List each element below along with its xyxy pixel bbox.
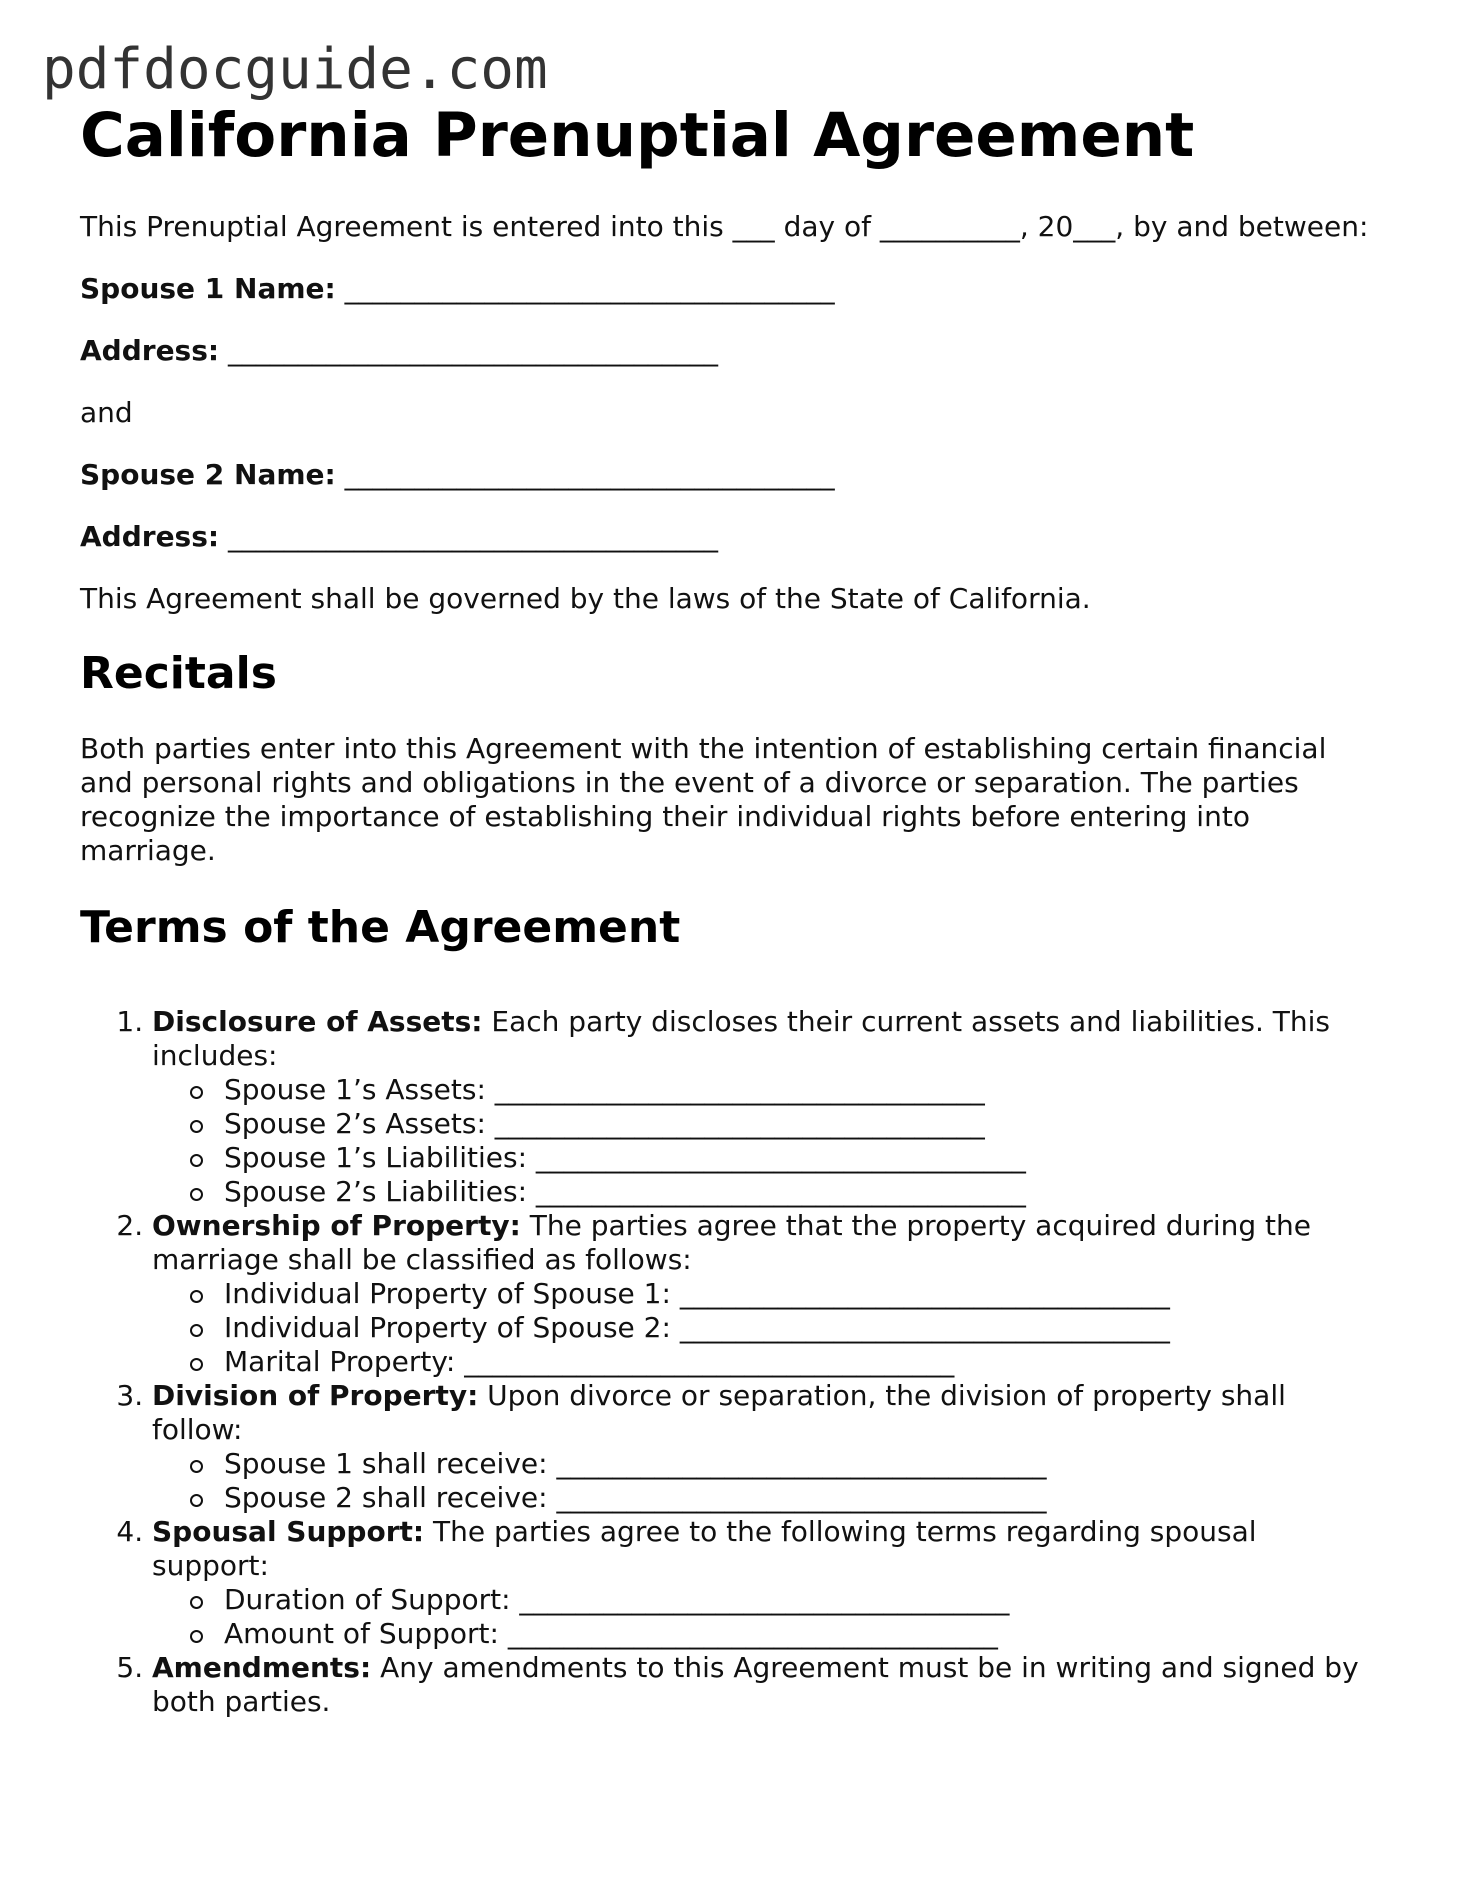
term-text: Upon divorce or separation, the division of property shall follow:	[152, 1378, 1286, 1446]
term-text: Any amendments to this Agreement must be in writing and signed by both parties.	[152, 1650, 1359, 1718]
term-sublist	[152, 1073, 1380, 1209]
sub-item[interactable]: Individual Property of Spouse 2: ___________________________________	[206, 1311, 1380, 1345]
sub-item[interactable]: Spouse 2’s Liabilities: ___________________________________	[206, 1175, 1380, 1209]
term-text: The parties agree that the property acquired during the marriage shall be classified as follows:	[152, 1208, 1311, 1276]
term-sublist	[152, 1583, 1380, 1651]
sub-item[interactable]: Spouse 1’s Assets: ___________________________________	[206, 1073, 1380, 1107]
term-label: Amendments:	[152, 1650, 372, 1684]
term-label: Ownership of Property:	[152, 1208, 521, 1242]
spouse1-address-field	[80, 334, 1380, 368]
term-item	[152, 1651, 1380, 1719]
spouse2-name-label: Spouse 2 Name:	[80, 458, 336, 492]
term-item	[152, 1379, 1380, 1515]
terms-list	[80, 1005, 1380, 1719]
term-text: The parties agree to the following terms regarding spousal support:	[152, 1514, 1257, 1582]
document-title: California Prenuptial Agreement	[80, 100, 1195, 171]
and-text: and	[80, 396, 133, 430]
term-label: Division of Property:	[152, 1378, 479, 1412]
watermark: pdfdocguide.com	[42, 37, 548, 102]
terms-heading: Terms of the Agreement	[80, 902, 681, 954]
sub-item[interactable]: Marital Property: ___________________________________	[206, 1345, 1380, 1379]
spouse2-address-label: Address:	[80, 520, 220, 554]
sub-item[interactable]: Spouse 1 shall receive: ___________________________________	[206, 1447, 1380, 1481]
spouse1-name-field	[80, 272, 1380, 306]
sub-item[interactable]: Spouse 2 shall receive: ___________________________________	[206, 1481, 1380, 1515]
spouse1-address-blank[interactable]: ___________________________________	[228, 334, 718, 368]
governing-law: This Agreement shall be governed by the laws of the State of California.	[80, 582, 1091, 616]
recitals-heading: Recitals	[80, 648, 277, 700]
term-item	[152, 1209, 1380, 1379]
term-label: Disclosure of Assets:	[152, 1004, 483, 1038]
sub-item[interactable]: Amount of Support: ___________________________________	[206, 1617, 1380, 1651]
sub-item[interactable]: Duration of Support: ___________________________________	[206, 1583, 1380, 1617]
document-body	[80, 100, 1380, 1719]
spouse1-name-label: Spouse 1 Name:	[80, 272, 336, 306]
recitals-paragraph: Both parties enter into this Agreement with the intention of establishing certain financial and personal rights and obligations in the event of a divorce or separation. The parties recognize the importance of establishing their individual rights before entering into marriage.	[80, 732, 1327, 868]
term-item	[152, 1515, 1380, 1651]
term-label: Spousal Support:	[152, 1514, 425, 1548]
intro-paragraph: This Prenuptial Agreement is entered into this ___ day of __________, 20___, by and between:	[80, 210, 1369, 244]
spouse1-address-label: Address:	[80, 334, 220, 368]
term-sublist	[152, 1447, 1380, 1515]
term-sublist	[152, 1277, 1380, 1379]
spouse2-address-blank[interactable]: ___________________________________	[228, 520, 718, 554]
sub-item[interactable]: Individual Property of Spouse 1: ___________________________________	[206, 1277, 1380, 1311]
spouse2-address-field	[80, 520, 1380, 554]
spouse1-name-blank[interactable]: ___________________________________	[344, 272, 835, 306]
sub-item[interactable]: Spouse 2’s Assets: ___________________________________	[206, 1107, 1380, 1141]
term-text: Each party discloses their current assets and liabilities. This includes:	[152, 1004, 1331, 1072]
sub-item[interactable]: Spouse 1’s Liabilities: ___________________________________	[206, 1141, 1380, 1175]
term-item	[152, 1005, 1380, 1209]
spouse2-name-field	[80, 458, 1380, 492]
spouse2-name-blank[interactable]: ___________________________________	[344, 458, 835, 492]
